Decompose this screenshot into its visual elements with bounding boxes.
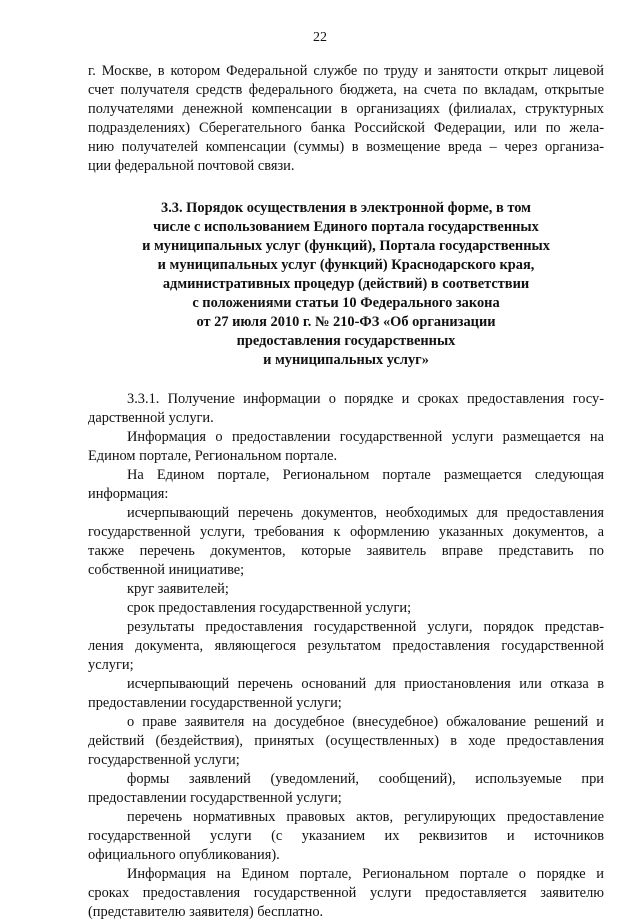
intro-line: подразделениях) Сберегательного банка Российской Федерации, или по жела- bbox=[88, 120, 604, 136]
paragraph bbox=[88, 599, 604, 618]
paragraph-line: собственной инициативе; bbox=[88, 562, 245, 578]
paragraph bbox=[88, 675, 604, 713]
paragraph-line: государственной услуги; bbox=[88, 752, 240, 768]
paragraph-line: круг заявителей; bbox=[127, 581, 229, 597]
paragraph bbox=[88, 770, 604, 808]
intro-line: получателями денежной компенсации в организациях (филиалах, структурных bbox=[88, 101, 604, 117]
paragraph-line: исчерпывающий перечень оснований для приостановления или отказа в bbox=[127, 676, 604, 692]
heading-line: с положениями статьи 10 Федерального закона bbox=[192, 295, 500, 311]
heading-line: административных процедур (действий) в соответствии bbox=[162, 276, 530, 292]
intro-line: ции федеральной почтовой связи. bbox=[88, 158, 295, 174]
heading-line: предоставления государственных bbox=[236, 333, 456, 349]
heading-line: 3.3. Порядок осуществления в электронной форме, в том bbox=[161, 200, 531, 216]
heading-line: и муниципальных услуг (функций) Краснодарского края, bbox=[157, 257, 535, 273]
paragraph-line: Информация на Едином портале, Региональном портале о порядке и bbox=[127, 866, 604, 882]
paragraph-line: ления документа, являющегося результатом предоставления государственной bbox=[88, 638, 604, 654]
heading-line: от 27 июля 2010 г. № 210-ФЗ «Об организации bbox=[196, 314, 496, 330]
paragraph-line: исчерпывающий перечень документов, необходимых для предоставления bbox=[127, 505, 604, 521]
paragraph bbox=[88, 580, 604, 599]
document-body bbox=[88, 62, 604, 922]
paragraph bbox=[88, 618, 604, 675]
paragraph bbox=[88, 428, 604, 466]
paragraph-line: информация: bbox=[88, 486, 169, 502]
paragraph bbox=[88, 466, 604, 504]
paragraph-line: перечень нормативных правовых актов, регулирующих предоставление bbox=[127, 809, 604, 825]
intro-line: нию получателей компенсации (суммы) в возмещение вреда – через организа- bbox=[88, 139, 604, 155]
paragraph bbox=[88, 865, 604, 922]
paragraph-line: (представителю заявителя) бесплатно. bbox=[88, 904, 324, 920]
paragraph-line: Едином портале, Региональном портале. bbox=[88, 448, 338, 464]
paragraph-line: На Едином портале, Региональном портале размещается следующая bbox=[127, 467, 604, 483]
paragraph-line: Информация о предоставлении государственной услуги размещается на bbox=[127, 429, 604, 445]
heading-line: и муниципальных услуг» bbox=[263, 352, 429, 368]
intro-line: г. Москве, в котором Федеральной службе по труду и занятости открыт лицевой bbox=[88, 63, 604, 79]
paragraph-line: официального опубликования). bbox=[88, 847, 280, 863]
paragraph bbox=[88, 504, 604, 580]
paragraph-line: срок предоставления государственной услуги; bbox=[127, 600, 412, 616]
paragraph-line: также перечень документов, которые заявитель вправе представить по bbox=[88, 543, 604, 559]
heading-line: числе с использованием Единого портала государственных bbox=[153, 219, 539, 235]
paragraph-line: услуги; bbox=[88, 657, 134, 673]
section-heading bbox=[88, 199, 604, 370]
section-paragraphs bbox=[88, 390, 604, 922]
page-number: 22 bbox=[313, 30, 327, 45]
paragraph bbox=[88, 808, 604, 865]
paragraph-line: формы заявлений (уведомлений, сообщений), используемые при bbox=[127, 771, 604, 787]
paragraph bbox=[88, 390, 604, 428]
paragraph bbox=[88, 713, 604, 770]
paragraph-line: государственной услуги, требования к оформлению указанных документов, а bbox=[88, 524, 604, 540]
paragraph-line: государственной услуги (с указанием их реквизитов и источников bbox=[88, 828, 604, 844]
paragraph-line: 3.3.1. Получение информации о порядке и сроках предоставления госу- bbox=[127, 391, 604, 407]
paragraph-line: о праве заявителя на досудебное (внесудебное) обжалование решений и bbox=[127, 714, 604, 730]
paragraph-line: дарственной услуги. bbox=[88, 410, 214, 426]
paragraph-line: предоставлении государственной услуги; bbox=[88, 790, 342, 806]
paragraph-line: сроках предоставления государственной услуги предоставляется заявителю bbox=[88, 885, 604, 901]
paragraph-line: результаты предоставления государственной услуги, порядок представ- bbox=[127, 619, 604, 635]
paragraph-line: действий (бездействия), принятых (осуществленных) в ходе предоставления bbox=[88, 733, 604, 749]
heading-line: и муниципальных услуг (функций), Портала государственных bbox=[142, 238, 550, 254]
paragraph-line: предоставлении государственной услуги; bbox=[88, 695, 342, 711]
intro-line: счет получателя средств федерального бюджета, на счета по вкладам, открытые bbox=[88, 82, 604, 98]
intro-paragraph bbox=[88, 62, 604, 176]
